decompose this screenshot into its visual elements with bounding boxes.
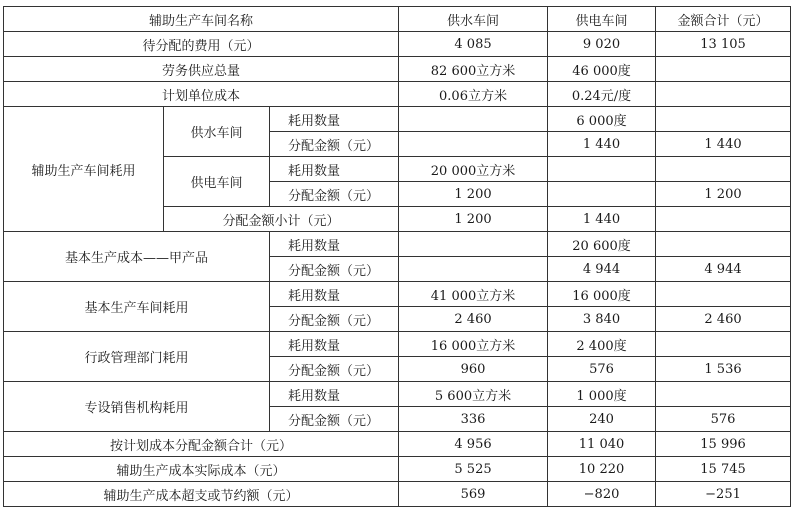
cell-total — [656, 382, 791, 407]
cell-water: 1 200 — [399, 207, 548, 232]
cell-total: 15 996 — [656, 432, 791, 457]
cell-water — [399, 132, 548, 157]
group-label: 专设销售机构耗用 — [4, 382, 270, 432]
qty-label: 耗用数量 — [270, 107, 399, 132]
amount-label: 分配金额（元） — [270, 357, 399, 382]
cost-allocation-table — [3, 6, 791, 507]
table-row — [4, 482, 791, 507]
cell-total: 1 440 — [656, 132, 791, 157]
header-total-column: 金额合计（元） — [656, 7, 791, 32]
qty-label: 耗用数量 — [270, 332, 399, 357]
cell-total: 1 536 — [656, 357, 791, 382]
cell-total: 15 745 — [656, 457, 791, 482]
cell-water — [399, 257, 548, 282]
table-row — [4, 457, 791, 482]
qty-label: 耗用数量 — [270, 232, 399, 257]
group-label: 行政管理部门耗用 — [4, 332, 270, 382]
header-power-column: 供电车间 — [548, 7, 656, 32]
cell-water — [399, 232, 548, 257]
table-row — [4, 432, 791, 457]
cell-power: 11 040 — [548, 432, 656, 457]
cell-power: 1 440 — [548, 132, 656, 157]
table-row — [4, 82, 791, 107]
cell-total: 4 944 — [656, 257, 791, 282]
cell-water — [399, 107, 548, 132]
row-label: 辅助生产成本超支或节约额（元） — [4, 482, 399, 507]
amount-label: 分配金额（元） — [270, 407, 399, 432]
table-row — [4, 107, 791, 132]
cell-power: 6 000度 — [548, 107, 656, 132]
row-label: 计划单位成本 — [4, 82, 399, 107]
table-row — [4, 232, 791, 257]
header-water-column: 供水车间 — [399, 7, 548, 32]
cell-water: 2 460 — [399, 307, 548, 332]
header-row — [4, 7, 791, 32]
cell-water: 4 085 — [399, 32, 548, 57]
table-row — [4, 57, 791, 82]
cell-power: 1 000度 — [548, 382, 656, 407]
cell-power: 1 440 — [548, 207, 656, 232]
cell-power — [548, 182, 656, 207]
amount-label: 分配金额（元） — [270, 182, 399, 207]
qty-label: 耗用数量 — [270, 157, 399, 182]
cell-power: 240 — [548, 407, 656, 432]
cell-water: 1 200 — [399, 182, 548, 207]
qty-label: 耗用数量 — [270, 382, 399, 407]
cell-total — [656, 232, 791, 257]
cell-power: 46 000度 — [548, 57, 656, 82]
cell-water: 4 956 — [399, 432, 548, 457]
cell-power: 0.24元/度 — [548, 82, 656, 107]
cell-total — [656, 282, 791, 307]
cell-total — [656, 207, 791, 232]
subtotal-label: 分配金额小计（元） — [164, 207, 399, 232]
aux-power-dept-label: 供电车间 — [164, 157, 270, 207]
cell-power: 4 944 — [548, 257, 656, 282]
cell-water: 569 — [399, 482, 548, 507]
cell-power: 20 600度 — [548, 232, 656, 257]
cell-total — [656, 82, 791, 107]
qty-label: 耗用数量 — [270, 282, 399, 307]
amount-label: 分配金额（元） — [270, 307, 399, 332]
row-label: 按计划成本分配金额合计（元） — [4, 432, 399, 457]
header-dept-name: 辅助生产车间名称 — [4, 7, 399, 32]
cell-water: 41 000立方米 — [399, 282, 548, 307]
cell-power: 10 220 — [548, 457, 656, 482]
cell-water: 82 600立方米 — [399, 57, 548, 82]
cell-power: 16 000度 — [548, 282, 656, 307]
cell-total — [656, 157, 791, 182]
table-row — [4, 282, 791, 307]
cell-total: 576 — [656, 407, 791, 432]
cell-power: −820 — [548, 482, 656, 507]
cell-water: 5 525 — [399, 457, 548, 482]
cell-power: 2 400度 — [548, 332, 656, 357]
cell-water: 16 000立方米 — [399, 332, 548, 357]
amount-label: 分配金额（元） — [270, 257, 399, 282]
table-row — [4, 382, 791, 407]
cell-power: 9 020 — [548, 32, 656, 57]
cell-water: 5 600立方米 — [399, 382, 548, 407]
cell-power: 576 — [548, 357, 656, 382]
group-label: 基本生产成本——甲产品 — [4, 232, 270, 282]
row-label: 辅助生产成本实际成本（元） — [4, 457, 399, 482]
row-label: 劳务供应总量 — [4, 57, 399, 82]
cell-total — [656, 107, 791, 132]
cell-total — [656, 332, 791, 357]
cell-power — [548, 157, 656, 182]
cell-total: −251 — [656, 482, 791, 507]
cell-total: 1 200 — [656, 182, 791, 207]
aux-water-dept-label: 供水车间 — [164, 107, 270, 157]
group-label: 基本生产车间耗用 — [4, 282, 270, 332]
cell-water: 0.06立方米 — [399, 82, 548, 107]
aux-group-label: 辅助生产车间耗用 — [4, 107, 164, 232]
table-row — [4, 32, 791, 57]
table-row — [4, 332, 791, 357]
cell-total — [656, 57, 791, 82]
cell-water: 20 000立方米 — [399, 157, 548, 182]
row-label: 待分配的费用（元） — [4, 32, 399, 57]
cell-total: 2 460 — [656, 307, 791, 332]
cell-water: 960 — [399, 357, 548, 382]
amount-label: 分配金额（元） — [270, 132, 399, 157]
cell-water: 336 — [399, 407, 548, 432]
cell-total: 13 105 — [656, 32, 791, 57]
cell-power: 3 840 — [548, 307, 656, 332]
